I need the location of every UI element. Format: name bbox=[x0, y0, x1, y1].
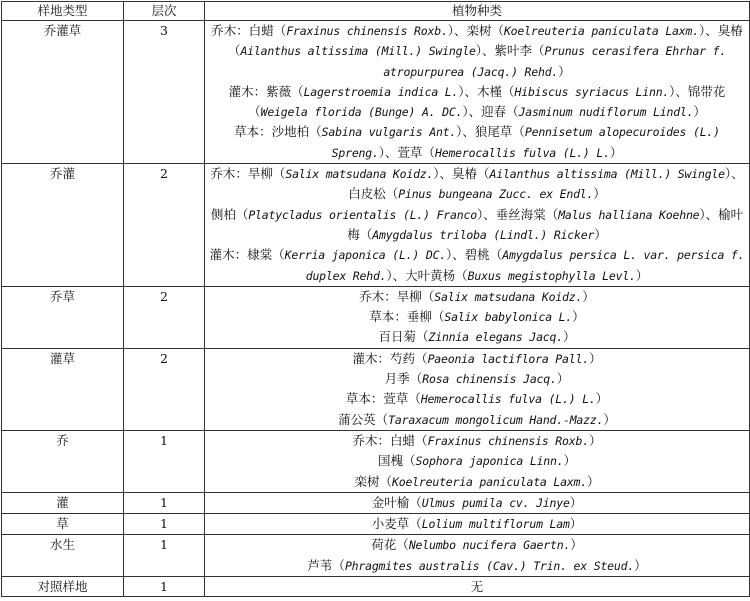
species-text: ）、臭椿（ bbox=[227, 23, 743, 59]
scientific-name: Hemerocallis fulva (L.) L. bbox=[435, 145, 610, 160]
species-line bbox=[209, 205, 745, 246]
scientific-name: Pinus bungeana Zucc. ex Endl. bbox=[398, 187, 594, 202]
plant-species-table bbox=[1, 1, 750, 597]
species-text: 小麦草（ bbox=[371, 516, 422, 532]
species-text: 草本：垂柳（ bbox=[369, 309, 445, 325]
scientific-name: Koelreuteria paniculata Laxm. bbox=[503, 24, 699, 38]
level-cell: 2 bbox=[124, 348, 205, 430]
plot-type-cell: 乔 bbox=[2, 430, 124, 492]
species-text: ） bbox=[588, 350, 602, 366]
species-text: ） bbox=[593, 186, 606, 202]
species-text: 金叶榆（ bbox=[371, 494, 422, 510]
table-row bbox=[2, 577, 750, 597]
species-text: 无 bbox=[470, 579, 484, 595]
plot-type-cell: 乔草 bbox=[2, 286, 124, 348]
scientific-name: Nelumbo nucifera Gaertn. bbox=[408, 538, 571, 553]
scientific-name: Koelreuteria paniculata Laxm. bbox=[392, 474, 587, 489]
species-line bbox=[209, 514, 745, 534]
species-text: ） bbox=[570, 537, 583, 553]
scientific-name: Amygdalus persica L. var. persica f. duplex Rehd. bbox=[305, 248, 745, 283]
scientific-name: Hibiscus syriacus Linn. bbox=[514, 84, 670, 99]
species-text: ） bbox=[603, 411, 616, 427]
species-text: 芦苇（ bbox=[307, 557, 345, 573]
species-text: ）、白皮松（ bbox=[348, 166, 744, 202]
species-line bbox=[209, 21, 745, 82]
species-line bbox=[209, 327, 745, 347]
species-text: 荷花（ bbox=[371, 537, 409, 553]
plot-type-cell: 乔灌草 bbox=[2, 21, 124, 164]
level-cell: 2 bbox=[124, 286, 205, 348]
species-line bbox=[209, 245, 745, 286]
species-cell bbox=[205, 21, 750, 164]
scientific-name: Sophora japonica Linn. bbox=[415, 454, 564, 469]
level-cell: 1 bbox=[124, 514, 205, 535]
level-cell: 3 bbox=[124, 21, 205, 164]
species-text: 草本：萱草（ bbox=[345, 391, 421, 407]
species-text: 蒲公英（ bbox=[338, 411, 389, 427]
scientific-name: Ailanthus altissima (Mill.) Swingle bbox=[489, 167, 725, 182]
species-line bbox=[209, 493, 745, 513]
species-text: 灌木：紫薇（ bbox=[228, 83, 304, 99]
scientific-name: Platycladus orientalis (L.) Franco bbox=[248, 207, 477, 222]
scientific-name: Salix matsudana Koidz. bbox=[434, 289, 583, 304]
scientific-name: Sabina vulgaris Ant. bbox=[321, 125, 457, 140]
species-text: ） bbox=[594, 226, 607, 242]
species-text: ）、萱草（ bbox=[378, 144, 435, 160]
species-cell bbox=[205, 348, 750, 430]
scientific-name: Pennisetum alopecuroides (L.) Spreng. bbox=[331, 125, 720, 160]
scientific-name: Ulmus pumila cv. Jinye bbox=[421, 495, 570, 510]
species-text: ） bbox=[609, 144, 623, 160]
species-line bbox=[209, 535, 745, 555]
species-text: ）、紫叶李（ bbox=[475, 43, 545, 59]
species-text: 乔木：旱柳（ bbox=[210, 166, 286, 182]
species-line bbox=[209, 82, 745, 123]
table-row bbox=[2, 286, 750, 348]
plot-type-cell: 灌 bbox=[2, 492, 124, 513]
scientific-name: Lagerstroemia indica L. bbox=[303, 84, 459, 99]
species-line bbox=[209, 122, 745, 163]
scientific-name: Ailanthus altissima (Mill.) Swingle bbox=[240, 44, 476, 59]
species-line bbox=[209, 472, 745, 492]
scientific-name: Prunus cerasifera Ehrhar f. atropurpurea (Jacq.) Rehd. bbox=[383, 44, 727, 79]
scientific-name: Amygdalus triloba (Lindl.) Ricker bbox=[372, 227, 595, 242]
species-cell bbox=[205, 164, 750, 287]
species-cell bbox=[205, 535, 750, 577]
species-text: 灌木：芍药（ bbox=[352, 350, 428, 366]
species-line bbox=[209, 369, 745, 389]
scientific-name: Hemerocallis fulva (L.) L. bbox=[420, 392, 596, 407]
species-text: ） bbox=[586, 473, 600, 489]
level-cell: 1 bbox=[124, 577, 205, 597]
header-plot-type: 样地类型 bbox=[2, 2, 124, 21]
species-line bbox=[209, 431, 745, 451]
species-line bbox=[209, 556, 745, 576]
species-text: 乔木：白蜡（ bbox=[352, 432, 428, 448]
table-body bbox=[2, 21, 750, 597]
scientific-name: Zinnia elegans Jacq. bbox=[428, 330, 563, 345]
species-text: ） bbox=[569, 516, 583, 532]
species-text: 草本：沙地柏（ bbox=[234, 124, 322, 140]
plot-type-cell: 水生 bbox=[2, 535, 124, 577]
scientific-name: Salix babylonica L. bbox=[444, 310, 573, 325]
species-text: 百日菊（ bbox=[378, 329, 429, 345]
species-text: ）、木槿（ bbox=[458, 83, 515, 99]
scientific-name: Buxus megistophylla Levl. bbox=[467, 268, 636, 283]
species-text: ）、锦带花（ bbox=[248, 83, 726, 120]
scientific-name: Kerria japonica (L.) DC. bbox=[284, 248, 447, 263]
scientific-name: Paeonia lactiflora Pall. bbox=[427, 351, 589, 366]
table-row bbox=[2, 348, 750, 430]
species-text: ） bbox=[588, 432, 602, 448]
species-text: 国槐（ bbox=[378, 453, 416, 469]
scientific-name: Jasminum nudiflorum Lindl. bbox=[518, 105, 694, 120]
table-row bbox=[2, 164, 750, 287]
species-text: ）、榆叶梅（ bbox=[347, 206, 744, 242]
species-text: ） bbox=[693, 104, 706, 120]
species-text: ） bbox=[569, 494, 583, 510]
species-text: 灌木：棣棠（ bbox=[209, 247, 285, 263]
species-text: ） bbox=[572, 309, 585, 325]
scientific-name: Taraxacum mongolicum Hand.-Mazz. bbox=[388, 412, 604, 427]
level-cell: 2 bbox=[124, 164, 205, 287]
header-row bbox=[2, 2, 750, 21]
species-text: ）、臭椿（ bbox=[433, 166, 490, 182]
species-text: ）、狼尾草（ bbox=[456, 124, 525, 140]
species-text: ） bbox=[582, 288, 595, 304]
level-cell: 1 bbox=[124, 492, 205, 513]
scientific-name: Phragmites australis (Cav.) Trin. ex Steud. bbox=[344, 558, 635, 573]
species-cell bbox=[205, 514, 750, 535]
species-text: ） bbox=[634, 557, 647, 573]
plot-type-cell: 灌草 bbox=[2, 348, 124, 430]
species-text: ） bbox=[563, 453, 576, 469]
scientific-name: Malus halliana Koehne bbox=[558, 207, 700, 222]
header-species: 植物种类 bbox=[205, 2, 750, 21]
species-text: ）、大叶黄杨（ bbox=[386, 267, 468, 283]
species-text: ）、迎春（ bbox=[462, 104, 519, 120]
table-row bbox=[2, 492, 750, 513]
species-cell bbox=[205, 492, 750, 513]
scientific-name: Rosa chinensis Jacq. bbox=[422, 372, 557, 387]
scientific-name: Salix matsudana Koidz. bbox=[285, 167, 434, 182]
header-level: 层次 bbox=[124, 2, 205, 21]
species-cell bbox=[205, 286, 750, 348]
scientific-name: Lolium multiflorum Lam bbox=[421, 517, 570, 532]
species-line bbox=[209, 451, 745, 471]
species-cell bbox=[205, 430, 750, 492]
species-line bbox=[209, 349, 745, 369]
table-row bbox=[2, 21, 750, 164]
species-text: ） bbox=[556, 371, 570, 387]
table-row bbox=[2, 514, 750, 535]
species-line bbox=[209, 389, 745, 409]
species-text: ） bbox=[562, 329, 576, 345]
species-text: 侧柏（ bbox=[210, 206, 249, 222]
species-text: ）、垂丝海棠（ bbox=[476, 206, 559, 222]
table-row bbox=[2, 535, 750, 577]
species-text: 月季（ bbox=[384, 371, 423, 387]
scientific-name: Fraxinus chinensis Roxb. bbox=[286, 24, 448, 38]
species-line bbox=[209, 577, 745, 596]
species-text: 栾树（ bbox=[354, 473, 392, 489]
level-cell: 1 bbox=[124, 535, 205, 577]
level-cell: 1 bbox=[124, 430, 205, 492]
plot-type-cell: 乔灌 bbox=[2, 164, 124, 287]
species-line bbox=[209, 287, 745, 307]
species-text: 乔木：旱柳（ bbox=[359, 288, 435, 304]
table-row bbox=[2, 430, 750, 492]
scientific-name: Fraxinus chinensis Roxb. bbox=[427, 433, 589, 448]
species-line bbox=[209, 410, 745, 430]
species-text: ）、栾树（ bbox=[447, 23, 504, 38]
species-text: ） bbox=[558, 63, 571, 79]
plot-type-cell: 草 bbox=[2, 514, 124, 535]
scientific-name: Weigela florida (Bunge) A. DC. bbox=[260, 105, 463, 120]
species-line bbox=[209, 307, 745, 327]
species-text: ） bbox=[595, 391, 609, 407]
species-line bbox=[209, 164, 745, 205]
species-cell bbox=[205, 577, 750, 597]
species-text: ）、碧桃（ bbox=[446, 247, 503, 263]
plot-type-cell: 对照样地 bbox=[2, 577, 124, 597]
species-text: 乔木：白蜡（ bbox=[211, 23, 287, 38]
species-text: ） bbox=[635, 267, 649, 283]
